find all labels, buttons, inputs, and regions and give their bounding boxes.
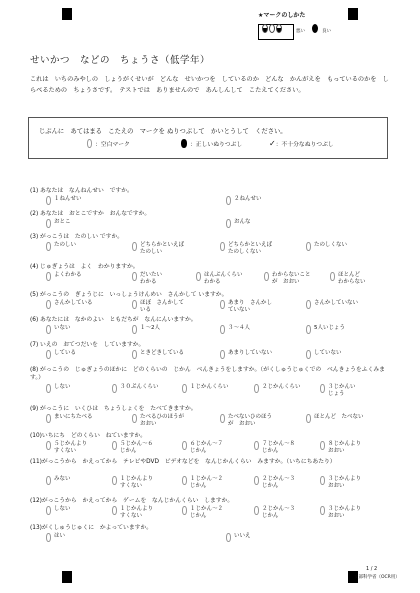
answer-option-label: まいにちたべる <box>54 414 93 420</box>
answer-option[interactable] <box>226 196 262 205</box>
answer-option[interactable] <box>112 384 159 393</box>
question-text: (7) いえの おてつだいを していますか。 <box>30 342 145 348</box>
answer-option-label: おんな <box>234 219 251 225</box>
answer-option-label: あまり さんかし ていない <box>228 300 273 313</box>
answer-bubble[interactable] <box>46 384 51 393</box>
registration-mark-top-right <box>348 8 358 20</box>
answer-option[interactable] <box>182 441 223 455</box>
answer-option[interactable] <box>112 441 153 455</box>
question-text: (5) がっこうの ぎょうじに いっしょうけんめい さんかして いますか。 <box>30 292 228 298</box>
answer-option[interactable] <box>306 414 364 423</box>
answer-option[interactable] <box>132 325 160 334</box>
answer-bubble[interactable] <box>46 476 51 485</box>
legend-correct-label: ：正しいぬりつぶし <box>190 142 243 148</box>
question-text: (13)がくしゅうじゅくに かよっていますか。 <box>30 525 153 531</box>
bad-mark-label: 悪い <box>296 29 305 34</box>
answer-option[interactable] <box>46 350 76 359</box>
answer-option[interactable] <box>182 506 223 520</box>
question-text: (1) あなたは なんねんせい ですか。 <box>30 188 133 194</box>
answer-option[interactable] <box>254 384 301 393</box>
answer-bubble[interactable] <box>254 476 259 485</box>
blank-mark-icon <box>87 139 92 148</box>
answer-option-label: ３じかんい じょう <box>328 384 356 397</box>
answer-option-label: さんかしていない <box>314 300 359 306</box>
registration-mark-bottom-left <box>62 571 72 583</box>
answer-option[interactable] <box>46 219 71 228</box>
answer-option[interactable] <box>132 414 184 428</box>
answer-option[interactable] <box>112 506 153 520</box>
answer-option[interactable] <box>132 300 184 314</box>
answer-bubble[interactable] <box>46 242 51 251</box>
answer-option-label: わからないこと が おおい <box>272 272 311 285</box>
answer-option[interactable] <box>254 506 295 520</box>
answer-bubble[interactable] <box>112 506 117 515</box>
answer-option-label: ３じかんより おおい <box>328 476 362 489</box>
answer-option[interactable] <box>112 476 153 490</box>
answer-bubble[interactable] <box>320 476 325 485</box>
answer-option-label: はい <box>54 533 66 539</box>
answer-option[interactable] <box>132 242 184 256</box>
answer-bubble[interactable] <box>112 441 117 450</box>
answer-bubble[interactable] <box>254 506 259 515</box>
good-mark-label: 良い <box>322 29 331 34</box>
answer-bubble[interactable] <box>46 414 51 423</box>
answer-option-label: ７じかん～８ じかん <box>262 441 296 454</box>
answer-option[interactable] <box>132 272 162 286</box>
answer-option-label: ８じかんより おおい <box>328 441 362 454</box>
answer-option-label: ほぼ さんかして いる <box>140 300 185 313</box>
answer-option-label: いない <box>54 325 71 331</box>
answer-option[interactable] <box>320 506 361 520</box>
answer-bubble[interactable] <box>132 414 137 423</box>
bad-mark-examples <box>262 24 283 33</box>
bad-mark-oval-icon <box>269 24 275 33</box>
answer-bubble[interactable] <box>220 300 225 309</box>
answer-bubble[interactable] <box>306 300 311 309</box>
answer-option[interactable] <box>46 325 71 334</box>
answer-bubble[interactable] <box>226 219 231 228</box>
question-text: (4) じゅぎょうは よく わかりますか。 <box>30 264 139 270</box>
footer-note: 文部科学省（OCR用） <box>354 575 400 580</box>
answer-option-label: あまりしていない <box>228 350 273 356</box>
answer-option[interactable] <box>46 242 76 251</box>
question-text: (10)いちにち どのくらい ねていますか。 <box>30 433 147 439</box>
answer-option[interactable] <box>182 384 229 393</box>
answer-option[interactable] <box>46 196 82 205</box>
answer-option[interactable] <box>132 350 184 359</box>
question-text: (11)がっこうから かえってから テレビやDVD ビデオなどを なんじかんくらい みますか。（いちにちあたり） <box>30 459 336 465</box>
answer-option[interactable] <box>320 384 356 398</box>
answer-option[interactable] <box>220 300 272 314</box>
answer-option-label: ６じかん～７ じかん <box>190 441 224 454</box>
answer-bubble[interactable] <box>196 272 201 281</box>
answer-option-label: １じかん～２ じかん <box>190 506 224 519</box>
question-text: (9) がっこうに いくひは ちょうしょくを たべてきますか。 <box>30 406 197 412</box>
answer-bubble[interactable] <box>46 196 51 205</box>
answer-option-label: している <box>54 350 77 356</box>
answer-option[interactable] <box>46 506 71 515</box>
answer-option[interactable] <box>330 272 366 286</box>
answer-bubble[interactable] <box>182 506 187 515</box>
answer-bubble[interactable] <box>220 242 225 251</box>
answer-option-label: どちらかといえば たのしい <box>140 242 185 255</box>
check-icon: ✓ <box>269 139 276 148</box>
mark-guide <box>258 10 331 34</box>
answer-bubble[interactable] <box>132 325 137 334</box>
legend-correct <box>181 139 242 148</box>
answer-bubble[interactable] <box>112 476 117 485</box>
mark-guide-examples <box>258 24 368 38</box>
answer-option[interactable] <box>220 414 272 428</box>
answer-option-label: たべないひのほう が おおい <box>228 414 273 427</box>
answer-bubble[interactable] <box>306 325 311 334</box>
filled-mark-icon <box>181 139 187 148</box>
answer-bubble[interactable] <box>132 242 137 251</box>
answer-bubble[interactable] <box>306 350 311 359</box>
answer-option[interactable] <box>306 325 345 334</box>
answer-option-label: ２じかんくらい <box>262 384 301 390</box>
intro-text: これは いちのみやしの しょうがくせいが どんな せいかつを しているのか どんな かんがえを もっているのかを しらべるための ちょうさです。 テストでは ありませんので あんしんして こたえてください。 <box>30 76 389 94</box>
answer-option-label: よくわかる <box>54 272 82 278</box>
answer-option-label: いいえ <box>234 533 251 539</box>
answer-option-label: みない <box>54 476 71 482</box>
answer-option[interactable] <box>182 476 223 490</box>
answer-option-label: １ねんせい <box>54 196 82 202</box>
legend-blank-label: ：空白マーク <box>95 142 130 148</box>
answer-bubble[interactable] <box>46 300 51 309</box>
registration-mark-top-left <box>62 8 72 20</box>
answer-bubble[interactable] <box>132 350 137 359</box>
answer-option-label: さんかしている <box>54 300 93 306</box>
answer-bubble[interactable] <box>46 441 51 450</box>
answer-bubble[interactable] <box>226 533 231 542</box>
answer-option-label: １じかんくらい <box>190 384 229 390</box>
question-text: (6) あなたには なかのよい ともだちが なんにんいますか。 <box>30 317 197 323</box>
answer-bubble[interactable] <box>182 476 187 485</box>
answer-option[interactable] <box>220 350 272 359</box>
answer-option-label: １じかん～２ じかん <box>190 476 224 489</box>
answer-option[interactable] <box>220 325 250 334</box>
answer-option-label: たのしくない <box>314 242 348 248</box>
bad-mark-oval-icon <box>262 24 268 33</box>
answer-option[interactable] <box>254 476 295 490</box>
answer-option-label: １じかんより すくない <box>120 506 154 519</box>
answer-option[interactable] <box>46 300 93 309</box>
answer-bubble[interactable] <box>46 325 51 334</box>
legend-blank <box>87 139 130 148</box>
good-mark-oval-icon <box>312 24 318 33</box>
answer-bubble[interactable] <box>220 350 225 359</box>
page-number: 1 / 2 <box>366 566 378 572</box>
question-text: (2) あなたは おとこですか おんなですか。 <box>30 211 151 217</box>
answer-bubble[interactable] <box>220 325 225 334</box>
question-text: (3) がっこうは たのしい ですか。 <box>30 234 124 240</box>
answer-option[interactable] <box>46 384 71 393</box>
answer-option-label: ほとんど たべない <box>314 414 364 420</box>
answer-option[interactable] <box>226 219 251 228</box>
answer-bubble[interactable] <box>132 272 137 281</box>
answer-option-label: しない <box>54 506 71 512</box>
answer-option-label: していない <box>314 350 342 356</box>
answer-bubble[interactable] <box>46 533 51 542</box>
answer-bubble[interactable] <box>320 441 325 450</box>
answer-bubble[interactable] <box>220 414 225 423</box>
bad-mark-oval-icon <box>276 24 282 33</box>
answer-option-label: だいたい わかる <box>140 272 163 285</box>
good-mark-example <box>312 24 319 33</box>
answer-option-label: ほとんど わからない <box>338 272 366 285</box>
question-text: (12)がっこうから かえってから ゲームを なんじかんくらい しますか。 <box>30 498 234 504</box>
instruction-box <box>28 117 388 159</box>
answer-option-label: ときどきしている <box>140 350 185 356</box>
answer-bubble[interactable] <box>330 272 335 281</box>
answer-option-label: ３じかんより おおい <box>328 506 362 519</box>
answer-option-label: どちらかといえば たのしくない <box>228 242 273 255</box>
answer-bubble[interactable] <box>46 219 51 228</box>
answer-bubble[interactable] <box>254 384 259 393</box>
answer-option-label: たべるひのほうが おおい <box>140 414 185 427</box>
answer-option-label: ３０ぷんくらい <box>120 384 159 390</box>
answer-bubble[interactable] <box>254 441 259 450</box>
answer-option-label: 5人いじょう <box>314 325 345 331</box>
answer-bubble[interactable] <box>306 414 311 423</box>
answer-option[interactable] <box>306 242 347 251</box>
answer-option[interactable] <box>320 441 361 455</box>
answer-bubble[interactable] <box>182 384 187 393</box>
answer-option-label: ５じかん～６ じかん <box>120 441 154 454</box>
answer-option[interactable] <box>196 272 243 286</box>
answer-option[interactable] <box>226 533 251 542</box>
answer-option[interactable] <box>46 272 82 281</box>
answer-bubble[interactable] <box>112 384 117 393</box>
answer-option[interactable] <box>220 242 272 256</box>
answer-option-label: １～2人 <box>140 325 160 331</box>
answer-bubble[interactable] <box>306 242 311 251</box>
answer-option-label: ２ねんせい <box>234 196 262 202</box>
answer-option[interactable] <box>320 476 361 490</box>
answer-bubble[interactable] <box>182 441 187 450</box>
answer-bubble[interactable] <box>132 300 137 309</box>
answer-bubble[interactable] <box>320 506 325 515</box>
answer-option[interactable] <box>46 476 71 485</box>
legend-incorrect-label: ：不十分なぬりつぶし <box>275 142 334 148</box>
answer-option-label: ２じかん～３ じかん <box>262 476 296 489</box>
answer-option-label: しない <box>54 384 71 390</box>
answer-option-label: ３～４人 <box>228 325 251 331</box>
answer-bubble[interactable] <box>46 350 51 359</box>
answer-option[interactable] <box>46 533 65 542</box>
answer-option-label: はんぶんくらい わかる <box>204 272 243 285</box>
answer-option-label: ５じかんより すくない <box>54 441 88 454</box>
answer-option[interactable] <box>46 441 87 455</box>
answer-bubble[interactable] <box>46 506 51 515</box>
instruction-text: じぶんに あてはまる こたえの マークを ぬりつぶして かいとうして ください。 <box>39 128 287 135</box>
answer-option-label: ２じかん～３ じかん <box>262 506 296 519</box>
answer-option[interactable] <box>306 350 342 359</box>
answer-option[interactable] <box>254 441 295 455</box>
legend-incorrect <box>269 139 334 148</box>
answer-bubble[interactable] <box>264 272 269 281</box>
question-text: (8) がっこうの じゅぎょうのほかに どのくらいの じかん べんきょうをしますか。（がくしゅうじゅくでの べんきょうをふくみます。） <box>30 367 385 381</box>
answer-bubble[interactable] <box>46 272 51 281</box>
page-title: せいかつ などの ちょうさ（低学年） <box>30 55 211 66</box>
answer-bubble[interactable] <box>226 196 231 205</box>
answer-option[interactable] <box>264 272 311 286</box>
answer-bubble[interactable] <box>320 384 325 393</box>
mark-guide-title: ★マークのしかた <box>258 12 306 19</box>
answer-option-label: おとこ <box>54 219 71 225</box>
answer-option[interactable] <box>46 414 93 423</box>
answer-option[interactable] <box>306 300 358 309</box>
answer-option-label: たのしい <box>54 242 77 248</box>
answer-option-label: １じかんより すくない <box>120 476 154 489</box>
